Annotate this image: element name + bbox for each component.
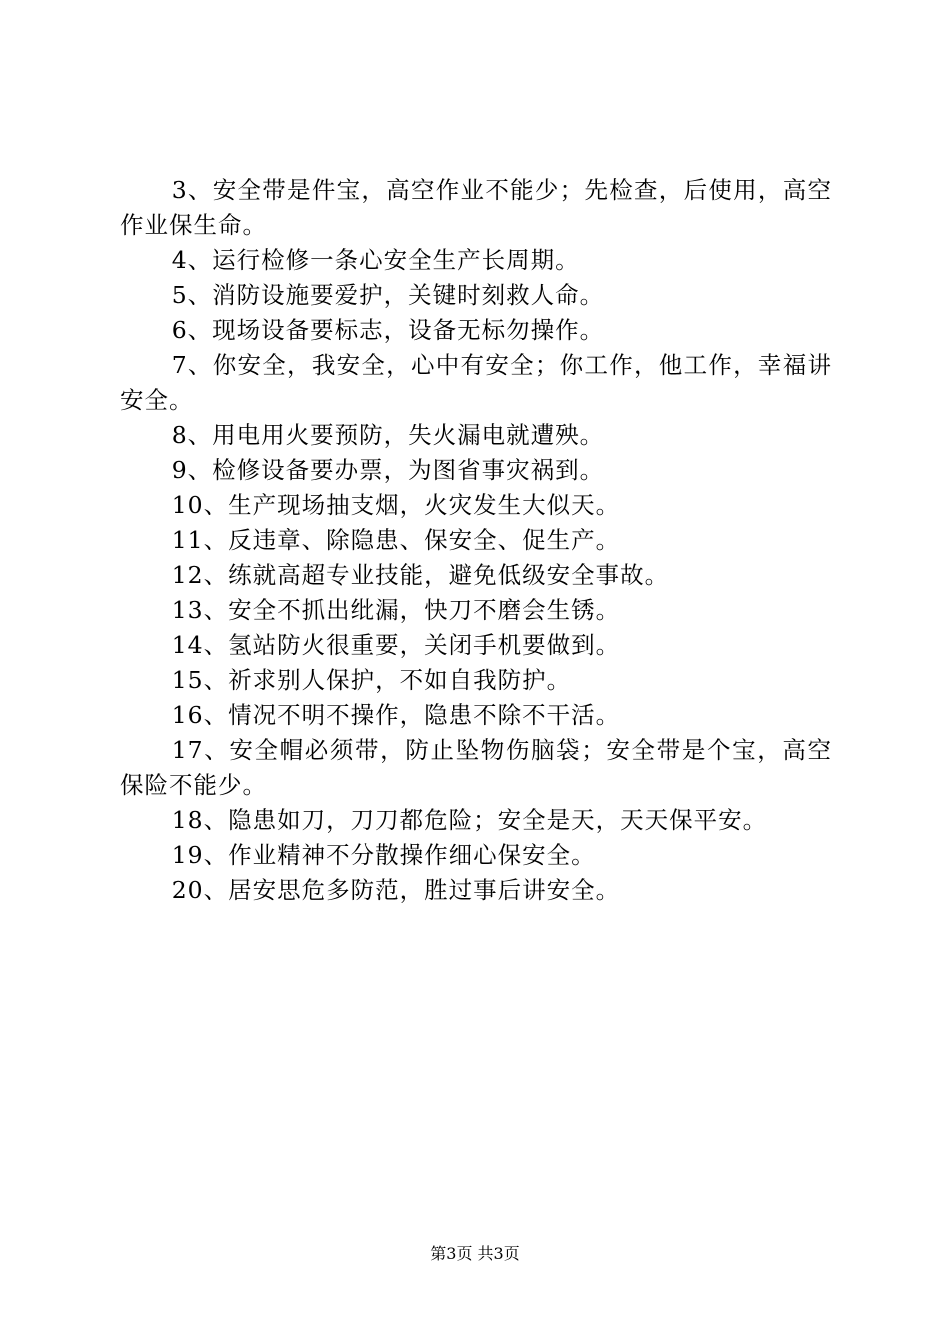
slogan-item-13: 13、安全不抓出纰漏，快刀不磨会生锈。 — [171, 596, 621, 624]
slogan-item-4: 4、运行检修一条心安全生产长周期。 — [171, 246, 580, 274]
slogan-item-6: 6、现场设备要标志，设备无标勿操作。 — [171, 316, 605, 344]
slogan-item-12: 12、练就高超专业技能，避免低级安全事故。 — [171, 561, 670, 589]
page-footer: 第3页 共3页 — [430, 1244, 520, 1263]
slogan-item-11: 11、反违章、除隐患、保安全、促生产。 — [171, 526, 621, 554]
slogan-item-9: 9、检修设备要办票，为图省事灾祸到。 — [171, 456, 605, 484]
slogan-item-10: 10、生产现场抽支烟，火灾发生大似天。 — [171, 491, 621, 519]
slogan-item-20: 20、居安思危多防范，胜过事后讲安全。 — [171, 876, 621, 904]
slogan-item-16: 16、情况不明不操作，隐患不除不干活。 — [171, 701, 621, 729]
slogan-item-3: 3、安全带是件宝，高空作业不能少；先检查，后使用，高空作业保生命。 — [120, 176, 832, 239]
slogan-item-8: 8、用电用火要预防，失火漏电就遭殃。 — [171, 421, 605, 449]
slogan-item-17: 17、安全帽必须带，防止坠物伤脑袋；安全带是个宝，高空保险不能少。 — [120, 736, 832, 799]
slogan-item-7: 7、你安全，我安全，心中有安全；你工作，他工作，幸福讲安全。 — [120, 351, 832, 414]
slogan-item-15: 15、祈求别人保护，不如自我防护。 — [171, 666, 572, 694]
slogan-list — [120, 173, 832, 908]
slogan-item-14: 14、氢站防火很重要，关闭手机要做到。 — [171, 631, 621, 659]
slogan-item-18: 18、隐患如刀，刀刀都危险；安全是天，天天保平安。 — [171, 806, 768, 834]
slogan-item-5: 5、消防设施要爱护，关键时刻救人命。 — [171, 281, 605, 309]
slogan-item-19: 19、作业精神不分散操作细心保安全。 — [171, 841, 596, 869]
